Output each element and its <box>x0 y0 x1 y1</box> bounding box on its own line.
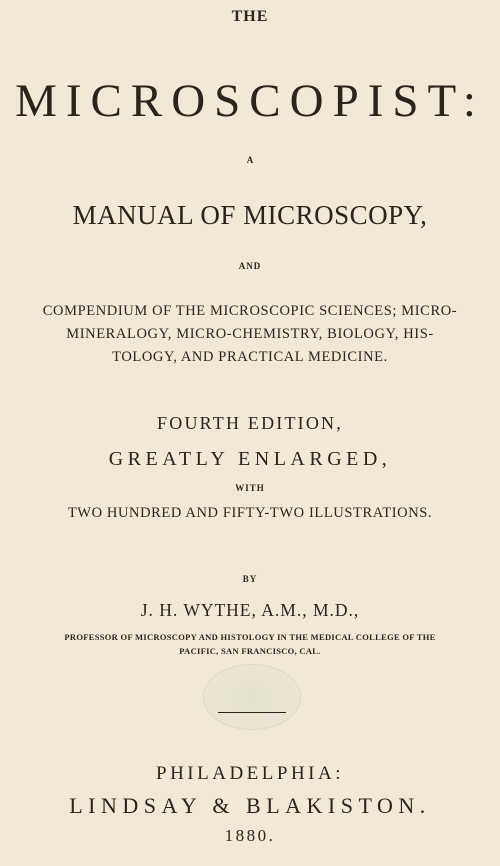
library-stamp <box>203 664 301 730</box>
title-article: THE <box>231 8 269 25</box>
divider-rule <box>218 712 286 713</box>
illustrations-count: TWO HUNDRED AND FIFTY-TWO ILLUSTRATIONS. <box>67 505 433 521</box>
author-name: J. H. WYTHE, A.M., M.D., <box>140 600 360 620</box>
book-subtitle: MANUAL OF MICROSCOPY, <box>72 200 428 230</box>
compendium-line: TOLOGY, AND PRACTICAL MEDICINE. <box>112 349 388 365</box>
author-affiliation-line: PROFESSOR OF MICROSCOPY AND HISTOLOGY IN THE MEDICAL COLLEGE OF THE <box>64 632 436 642</box>
edition-enlarged: GREATLY ENLARGED, <box>108 448 392 470</box>
with-label: WITH <box>235 483 265 493</box>
by-label: BY <box>242 574 258 584</box>
book-title: MICROSCOPIST: <box>15 75 485 127</box>
subtitle-article: A <box>246 155 254 165</box>
conjunction-and: AND <box>238 261 262 271</box>
compendium-line: COMPENDIUM OF THE MICROSCOPIC SCIENCES; MICRO- <box>42 303 458 319</box>
publication-year: 1880. <box>224 826 276 845</box>
edition-statement: FOURTH EDITION, <box>157 413 343 433</box>
publisher-name: LINDSAY & BLAKISTON. <box>69 793 431 818</box>
author-affiliation-line: PACIFIC, SAN FRANCISCO, CAL. <box>179 646 321 656</box>
publisher-city: PHILADELPHIA: <box>156 763 344 784</box>
compendium-line: MINERALOGY, MICRO-CHEMISTRY, BIOLOGY, HIS- <box>66 326 434 342</box>
